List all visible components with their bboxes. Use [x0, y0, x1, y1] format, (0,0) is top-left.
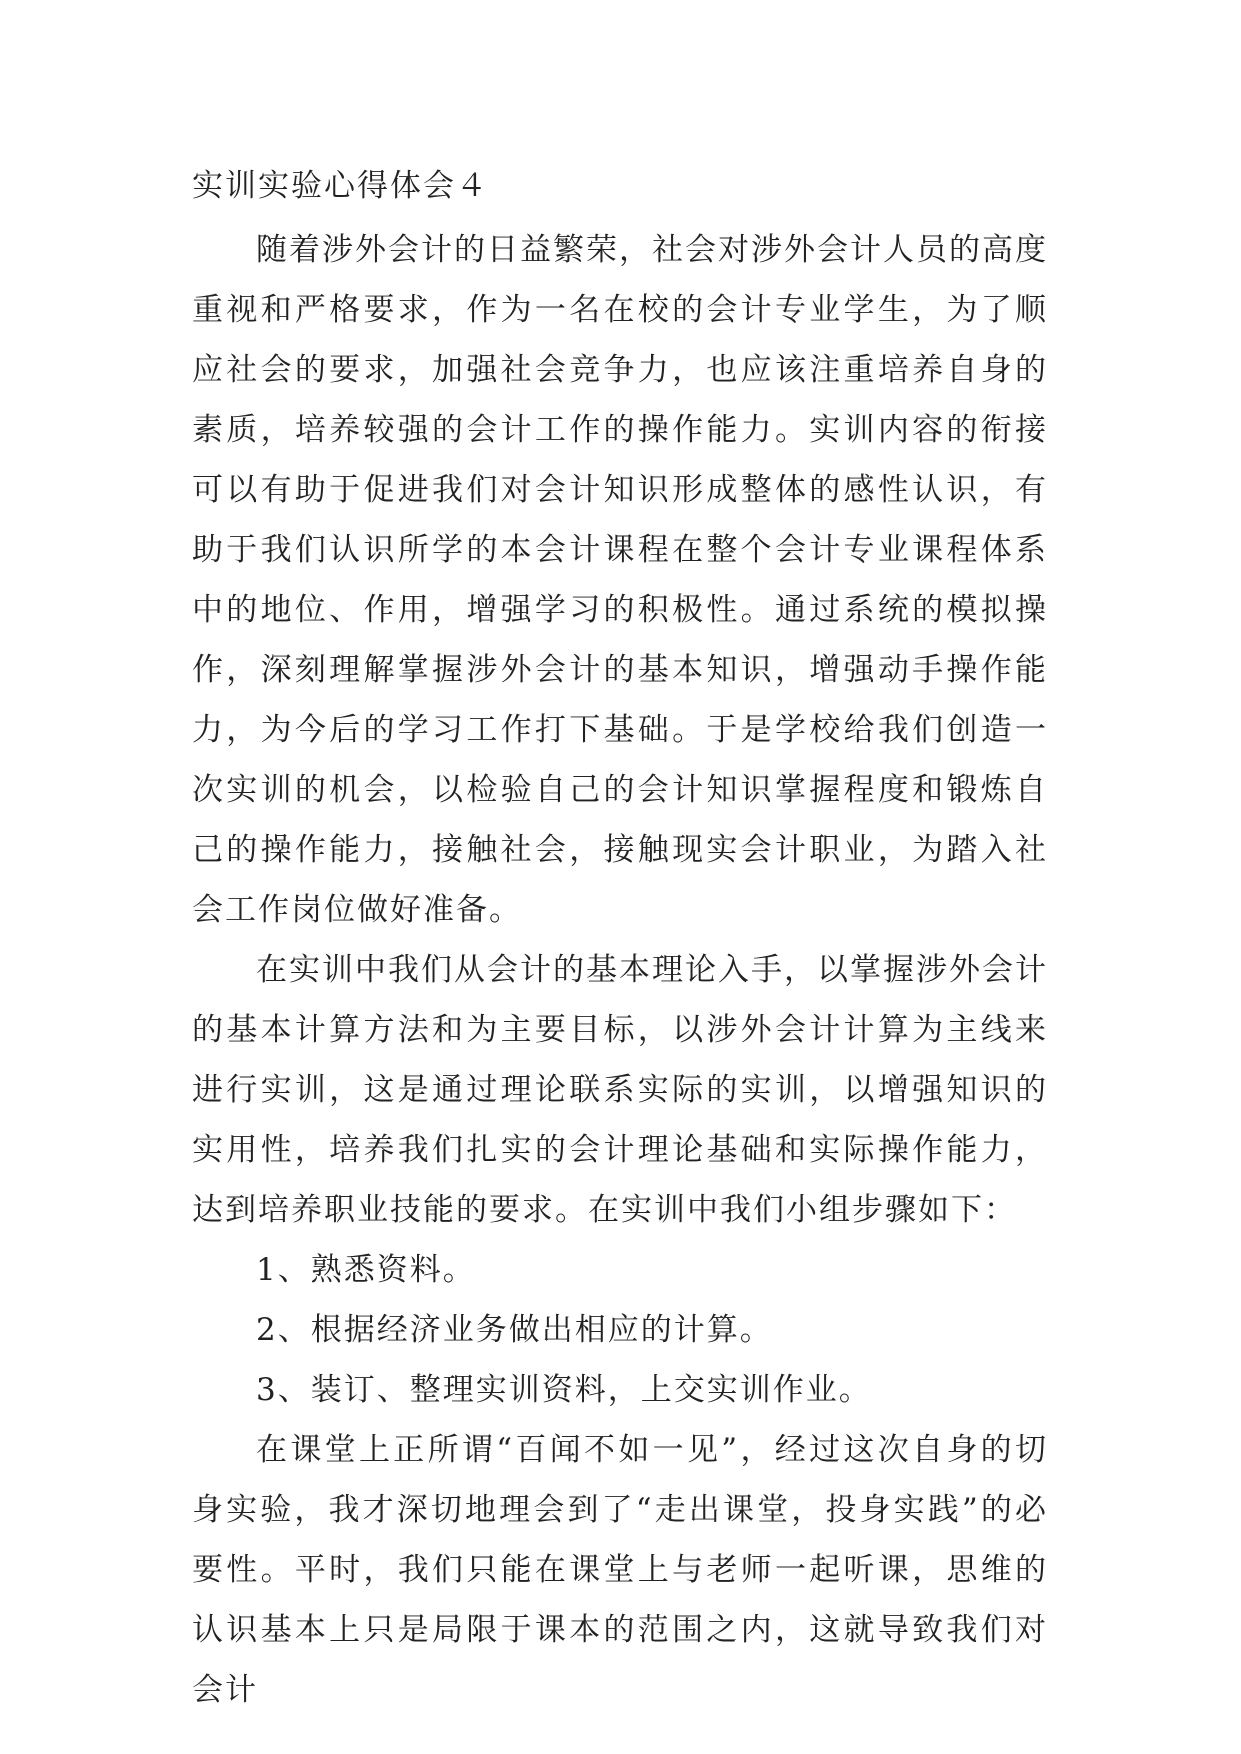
list-item-step-3: 3、装订、整理实训资料，上交实训作业。 — [256, 1371, 872, 1408]
list-item-step-2: 2、根据经济业务做出相应的计算。 — [256, 1311, 773, 1348]
document-title: 实训实验心得体会４ — [192, 168, 489, 204]
paragraph-reflection: 在课堂上正所谓“百闻不如一见”，经过这次自身的切身实验，我才深切地理会到了“走出课堂，投身实践”的必要性。平时，我们只能在课堂上与老师一起听课，思维的认识基本上只是局限于课本的范围之内，这就导致我们对会计 — [192, 1431, 1048, 1708]
document-body — [192, 157, 1048, 1720]
paragraph-intro: 随着涉外会计的日益繁荣，社会对涉外会计人员的高度重视和严格要求，作为一名在校的会计专业学生，为了顺应社会的要求，加强社会竞争力，也应该注重培养自身的素质，培养较强的会计工作的操作能力。实训内容的衔接可以有助于促进我们对会计知识形成整体的感性认识，有助于我们认识所学的本会计课程在整个会计专业课程体系中的地位、作用，增强学习的积极性。通过系统的模拟操作，深刻理解掌握涉外会计的基本知识，增强动手操作能力，为今后的学习工作打下基础。于是学校给我们创造一次实训的机会，以检验自己的会计知识掌握程度和锻炼自己的操作能力，接触社会，接触现实会计职业，为踏入社会工作岗位做好准备。 — [192, 231, 1048, 928]
list-item-step-1: 1、熟悉资料。 — [256, 1251, 476, 1288]
paragraph-training-approach: 在实训中我们从会计的基本理论入手，以掌握涉外会计的基本计算方法和为主要目标，以涉外会计计算为主线来进行实训，这是通过理论联系实际的实训，以增强知识的实用性，培养我们扎实的会计理论基础和实际操作能力，达到培养职业技能的要求。在实训中我们小组步骤如下： — [192, 951, 1048, 1228]
